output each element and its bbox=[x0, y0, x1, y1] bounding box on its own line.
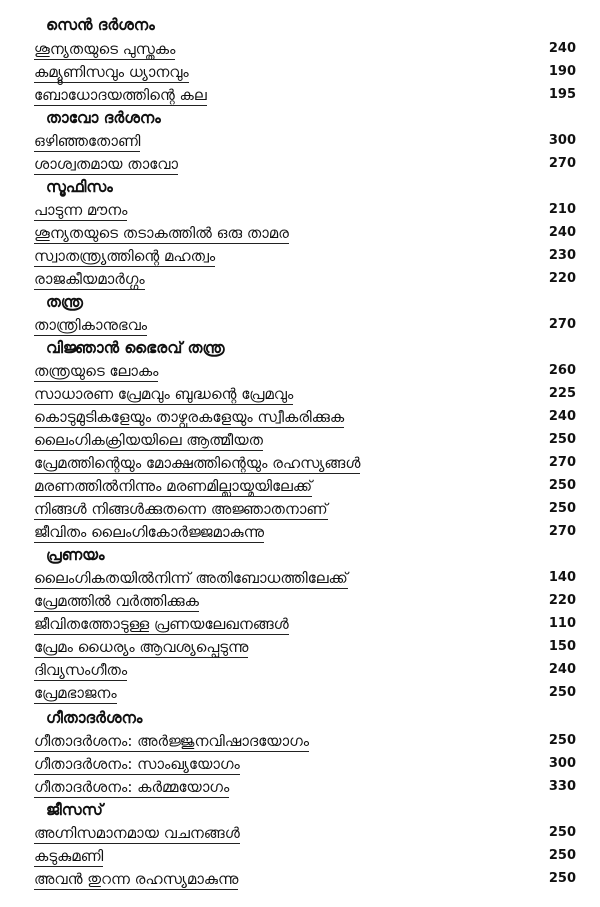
list-item bbox=[0, 776, 600, 798]
book-title: ദിവ്യസംഗീതം bbox=[34, 661, 128, 679]
list-item bbox=[0, 199, 600, 221]
underline bbox=[34, 843, 240, 844]
book-price: 190 bbox=[548, 64, 576, 79]
book-title: പ്രേമഭാജനം bbox=[34, 684, 117, 702]
book-price: 250 bbox=[548, 685, 576, 700]
book-title: അഗ്നിസമാനമായ വചനങ്ങൾ bbox=[34, 824, 240, 842]
list-item bbox=[0, 613, 600, 635]
book-title: നിങ്ങൾ നിങ്ങൾക്കുതന്നെ അജ്ഞാതനാണ് bbox=[34, 500, 328, 518]
book-price: 210 bbox=[548, 202, 576, 217]
book-price: 270 bbox=[548, 524, 576, 539]
underline bbox=[34, 797, 229, 798]
book-title: ശൂന്യതയുടെ പുസ്തകം bbox=[34, 40, 176, 58]
underline bbox=[34, 473, 360, 474]
list-item bbox=[0, 730, 600, 752]
list-item bbox=[0, 314, 600, 336]
section-heading: ഗീതാദർശനം bbox=[46, 709, 143, 727]
list-item bbox=[0, 360, 600, 382]
book-title: ഒഴിഞ്ഞതോണി bbox=[34, 132, 141, 150]
book-title: കൊടുമുടികളേയും താഴ്വരകളേയും സ്വീകരിക്കുക bbox=[34, 408, 345, 426]
book-title: സ്വാതന്ത്ര്യത്തിന്റെ മഹത്വം bbox=[34, 247, 216, 265]
book-price: 250 bbox=[548, 848, 576, 863]
book-title: ഗീതാദർശനം: കർമ്മയോഗം bbox=[34, 778, 230, 796]
underline bbox=[34, 611, 199, 612]
book-price: 270 bbox=[548, 455, 576, 470]
book-price: 270 bbox=[548, 317, 576, 332]
book-title: പാടുന്ന മൗനം bbox=[34, 201, 128, 219]
list-item bbox=[0, 153, 600, 175]
underline bbox=[34, 151, 140, 152]
list-item bbox=[0, 452, 600, 474]
book-title: ബോധോദയത്തിന്റെ കല bbox=[34, 86, 207, 104]
book-price: 300 bbox=[548, 756, 576, 771]
underline bbox=[34, 774, 240, 775]
book-title: സാധാരണ പ്രേമവും ബുദ്ധന്റെ പ്രേമവും bbox=[34, 385, 294, 403]
section-heading: സെൻ ദർശനം bbox=[46, 16, 155, 34]
book-price: 225 bbox=[548, 386, 576, 401]
book-price: 250 bbox=[548, 733, 576, 748]
list-item bbox=[0, 498, 600, 520]
book-title: തന്ത്രയുടെ ലോകം bbox=[34, 362, 159, 380]
book-price: 195 bbox=[548, 87, 576, 102]
section-heading: പ്രണയം bbox=[46, 546, 105, 564]
underline bbox=[34, 220, 127, 221]
list-item bbox=[0, 868, 600, 890]
underline bbox=[34, 703, 117, 704]
book-price: 240 bbox=[548, 225, 576, 240]
book-title: ഗീതാദർശനം: സാംഖ്യയോഗം bbox=[34, 755, 240, 773]
underline bbox=[34, 243, 289, 244]
book-title: ശൂന്യതയുടെ തടാകത്തിൽ ഒരു താമര bbox=[34, 224, 289, 242]
underline bbox=[34, 427, 344, 428]
book-title: ഗീതാദർശനം: അർജ്ജുനവിഷാദയോഗം bbox=[34, 732, 310, 750]
book-title: പ്രേമത്തിൽ വർത്തിക്കുക bbox=[34, 592, 199, 610]
underline bbox=[34, 889, 238, 890]
list-item bbox=[0, 567, 600, 589]
book-title: പ്രേമം ധൈര്യം ആവശ്യപ്പെടുന്നു bbox=[34, 638, 249, 656]
list-item bbox=[0, 475, 600, 497]
book-title: ലൈംഗികതയിൽനിന്ന് അതിബോധത്തിലേക്ക് bbox=[34, 569, 348, 587]
book-price: 260 bbox=[548, 363, 576, 378]
book-price: 230 bbox=[548, 248, 576, 263]
list-item bbox=[0, 521, 600, 543]
book-title: പ്രേമത്തിന്റെയും മോക്ഷത്തിന്റെയും രഹസ്യങ്ങൾ bbox=[34, 454, 361, 472]
list-item bbox=[0, 636, 600, 658]
underline bbox=[34, 266, 215, 267]
book-price: 270 bbox=[548, 156, 576, 171]
book-title: ശാശ്വതമായ താവോ bbox=[34, 155, 178, 173]
book-price: 250 bbox=[548, 871, 576, 886]
book-price: 300 bbox=[548, 133, 576, 148]
book-price: 150 bbox=[548, 639, 576, 654]
underline bbox=[34, 59, 175, 60]
section-heading: തന്ത്ര bbox=[46, 293, 83, 311]
book-price: 250 bbox=[548, 478, 576, 493]
book-title: താന്ത്രികാനുഭവം bbox=[34, 316, 148, 334]
book-price: 220 bbox=[548, 593, 576, 608]
list-item bbox=[0, 38, 600, 60]
list-item bbox=[0, 84, 600, 106]
list-item bbox=[0, 822, 600, 844]
book-title: അവൻ തുറന്ന രഹസ്യമാകുന്നു bbox=[34, 870, 239, 888]
list-item bbox=[0, 61, 600, 83]
list-item bbox=[0, 590, 600, 612]
list-item bbox=[0, 429, 600, 451]
underline bbox=[34, 751, 309, 752]
book-title: മരണത്തിൽനിന്നും മരണമില്ലായ്മയിലേക്ക് bbox=[34, 477, 313, 495]
underline bbox=[34, 82, 189, 83]
book-price: 240 bbox=[548, 409, 576, 424]
book-title: രാജകീയമാർഗ്ഗം bbox=[34, 270, 145, 288]
section-heading: സൂഫിസം bbox=[46, 178, 113, 196]
list-item bbox=[0, 682, 600, 704]
section-heading: ജീസസ് bbox=[46, 801, 103, 819]
underline bbox=[34, 105, 207, 106]
underline bbox=[34, 519, 328, 520]
list-item bbox=[0, 845, 600, 867]
section-heading: വിജ്ഞാൻ ഭൈരവ് തന്ത്ര bbox=[46, 339, 225, 357]
book-price: 250 bbox=[548, 432, 576, 447]
book-title: കടുകുമണി bbox=[34, 847, 104, 865]
underline bbox=[34, 174, 178, 175]
underline bbox=[34, 335, 147, 336]
underline bbox=[34, 289, 145, 290]
list-item bbox=[0, 659, 600, 681]
book-price: 140 bbox=[548, 570, 576, 585]
underline bbox=[34, 496, 312, 497]
underline bbox=[34, 680, 127, 681]
list-item bbox=[0, 130, 600, 152]
section-heading: താവോ ദർശനം bbox=[46, 109, 161, 127]
underline bbox=[34, 542, 264, 543]
book-price: 250 bbox=[548, 825, 576, 840]
book-price: 240 bbox=[548, 662, 576, 677]
book-price: 110 bbox=[548, 616, 576, 631]
list-item bbox=[0, 753, 600, 775]
list-item bbox=[0, 245, 600, 267]
underline bbox=[34, 588, 348, 589]
underline bbox=[34, 657, 248, 658]
book-price: 250 bbox=[548, 501, 576, 516]
book-price: 330 bbox=[548, 779, 576, 794]
underline bbox=[34, 381, 158, 382]
book-price: 220 bbox=[548, 271, 576, 286]
list-item bbox=[0, 406, 600, 428]
list-item bbox=[0, 268, 600, 290]
underline bbox=[34, 634, 289, 635]
underline bbox=[34, 450, 263, 451]
book-title: ജീവിതം ലൈംഗികോർജ്ജമാകുന്നു bbox=[34, 523, 265, 541]
underline bbox=[34, 866, 103, 867]
book-title: ലൈംഗികക്രിയയിലെ ആത്മീയത bbox=[34, 431, 263, 449]
book-title: ജീവിതത്തോടുള്ള പ്രണയലേഖനങ്ങൾ bbox=[34, 615, 289, 633]
list-item bbox=[0, 383, 600, 405]
list-item bbox=[0, 222, 600, 244]
underline bbox=[34, 404, 293, 405]
book-title: കമ്യൂണിസവും ധ്യാനവും bbox=[34, 63, 189, 81]
book-price: 240 bbox=[548, 41, 576, 56]
